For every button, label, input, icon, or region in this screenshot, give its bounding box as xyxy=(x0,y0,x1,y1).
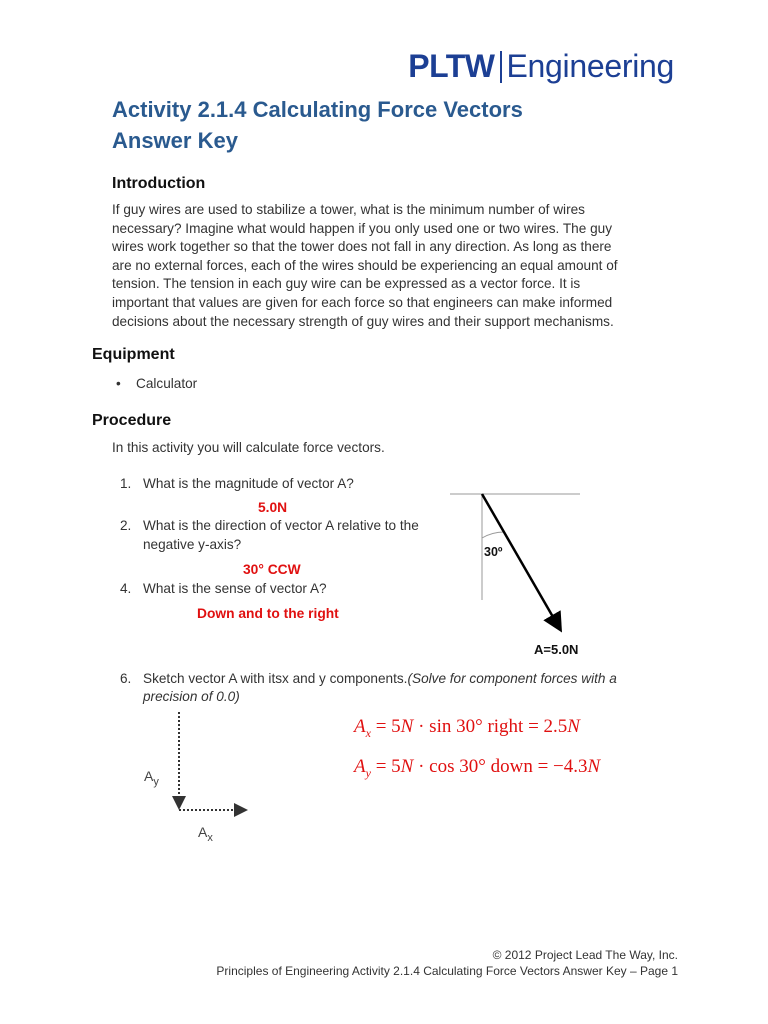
footer-copyright: © 2012 Project Lead The Way, Inc. xyxy=(492,948,678,962)
logo-brand: PLTW xyxy=(408,48,495,84)
question-2-line-1: What is the direction of vector A relative to the xyxy=(143,518,419,533)
logo-separator xyxy=(500,51,502,83)
ay-label xyxy=(144,768,159,788)
answer-2: 30° CCW xyxy=(243,562,301,577)
ay-label-letter: A xyxy=(144,768,154,784)
question-4-text: What is the sense of vector A? xyxy=(143,581,327,596)
eq-ax-body: = 5 xyxy=(375,716,401,737)
ax-label-letter: A xyxy=(198,824,208,840)
eq-ax-var: A xyxy=(354,716,366,737)
question-6-text: Sketch vector A with itsx and y components. xyxy=(143,671,408,686)
equation-ay xyxy=(354,756,600,781)
vector-a-diagram xyxy=(440,480,600,660)
answer-4: Down and to the right xyxy=(197,606,339,621)
equipment-item: Calculator xyxy=(136,376,198,391)
intro-line: wires work together so that the tower does not fall in any direction. As long as there xyxy=(112,239,612,255)
title-line-2: Answer Key xyxy=(112,128,238,153)
ax-label xyxy=(198,824,213,844)
question-2-line-2: negative y-axis? xyxy=(143,537,242,552)
ay-label-sub: y xyxy=(153,775,159,788)
introduction-paragraph xyxy=(112,201,682,331)
equation-ax xyxy=(354,716,580,741)
procedure-intro: In this activity you will calculate force vectors. xyxy=(112,440,385,455)
eq-ax-expr: · sin 30° right = 2.5 xyxy=(418,716,568,737)
intro-line: decisions about the necessary strength of guy wires and their support mechanisms. xyxy=(112,313,614,329)
equipment-heading: Equipment xyxy=(92,346,175,363)
intro-line: If guy wires are used to stabilize a tower, what is the minimum number of wires xyxy=(112,202,585,217)
eq-ax-unit: N xyxy=(400,716,414,737)
ax-label-sub: x xyxy=(207,831,213,844)
intro-line: are no external forces, each of the wires should be experiencing an equal amount of xyxy=(112,257,618,273)
introduction-heading: Introduction xyxy=(112,175,206,192)
eq-ax-sub: x xyxy=(365,725,371,740)
intro-line: necessary? Imagine what would happen if you only used one or two wires. The guy xyxy=(112,220,612,236)
angle-label: 30º xyxy=(484,545,503,559)
footer-caption: Principles of Engineering Activity 2.1.4 Calculating Force Vectors Answer Key – Page 1 xyxy=(216,964,678,978)
question-4-number: 4. xyxy=(120,581,132,596)
bullet-icon: • xyxy=(116,376,121,391)
question-1-number: 1. xyxy=(120,476,132,491)
question-6-italic: (Solve for component forces with a xyxy=(407,671,617,686)
eq-ay-expr: · cos 30° down = −4.3 xyxy=(418,756,588,777)
eq-ax-unit2: N xyxy=(567,716,580,737)
pltw-logo xyxy=(408,48,674,85)
vector-label: A=5.0N xyxy=(534,642,579,657)
procedure-heading: Procedure xyxy=(92,412,172,429)
eq-ay-sub: y xyxy=(365,765,371,780)
question-6-line-1 xyxy=(143,671,617,686)
vector-a-arrow xyxy=(482,494,560,628)
question-1-text: What is the magnitude of vector A? xyxy=(143,476,354,491)
eq-ay-var: A xyxy=(354,756,366,777)
question-2-number: 2. xyxy=(120,518,132,533)
eq-ay-body: = 5 xyxy=(375,756,401,777)
eq-ay-unit: N xyxy=(400,756,414,777)
intro-line: tension. The tension in each guy wire can be expressed as a vector force. It is xyxy=(112,276,581,292)
title-line-1: Activity 2.1.4 Calculating Force Vectors xyxy=(112,97,523,122)
question-6-number: 6. xyxy=(120,671,132,686)
angle-arc xyxy=(482,532,504,538)
page-title xyxy=(112,94,672,156)
eq-ay-unit2: N xyxy=(587,756,601,777)
logo-division: Engineering xyxy=(506,48,674,84)
question-6-line-2: precision of 0.0) xyxy=(143,689,240,704)
answer-1: 5.0N xyxy=(258,500,288,515)
intro-line: important that values are given for each force so that engineers can make informed xyxy=(112,294,613,310)
